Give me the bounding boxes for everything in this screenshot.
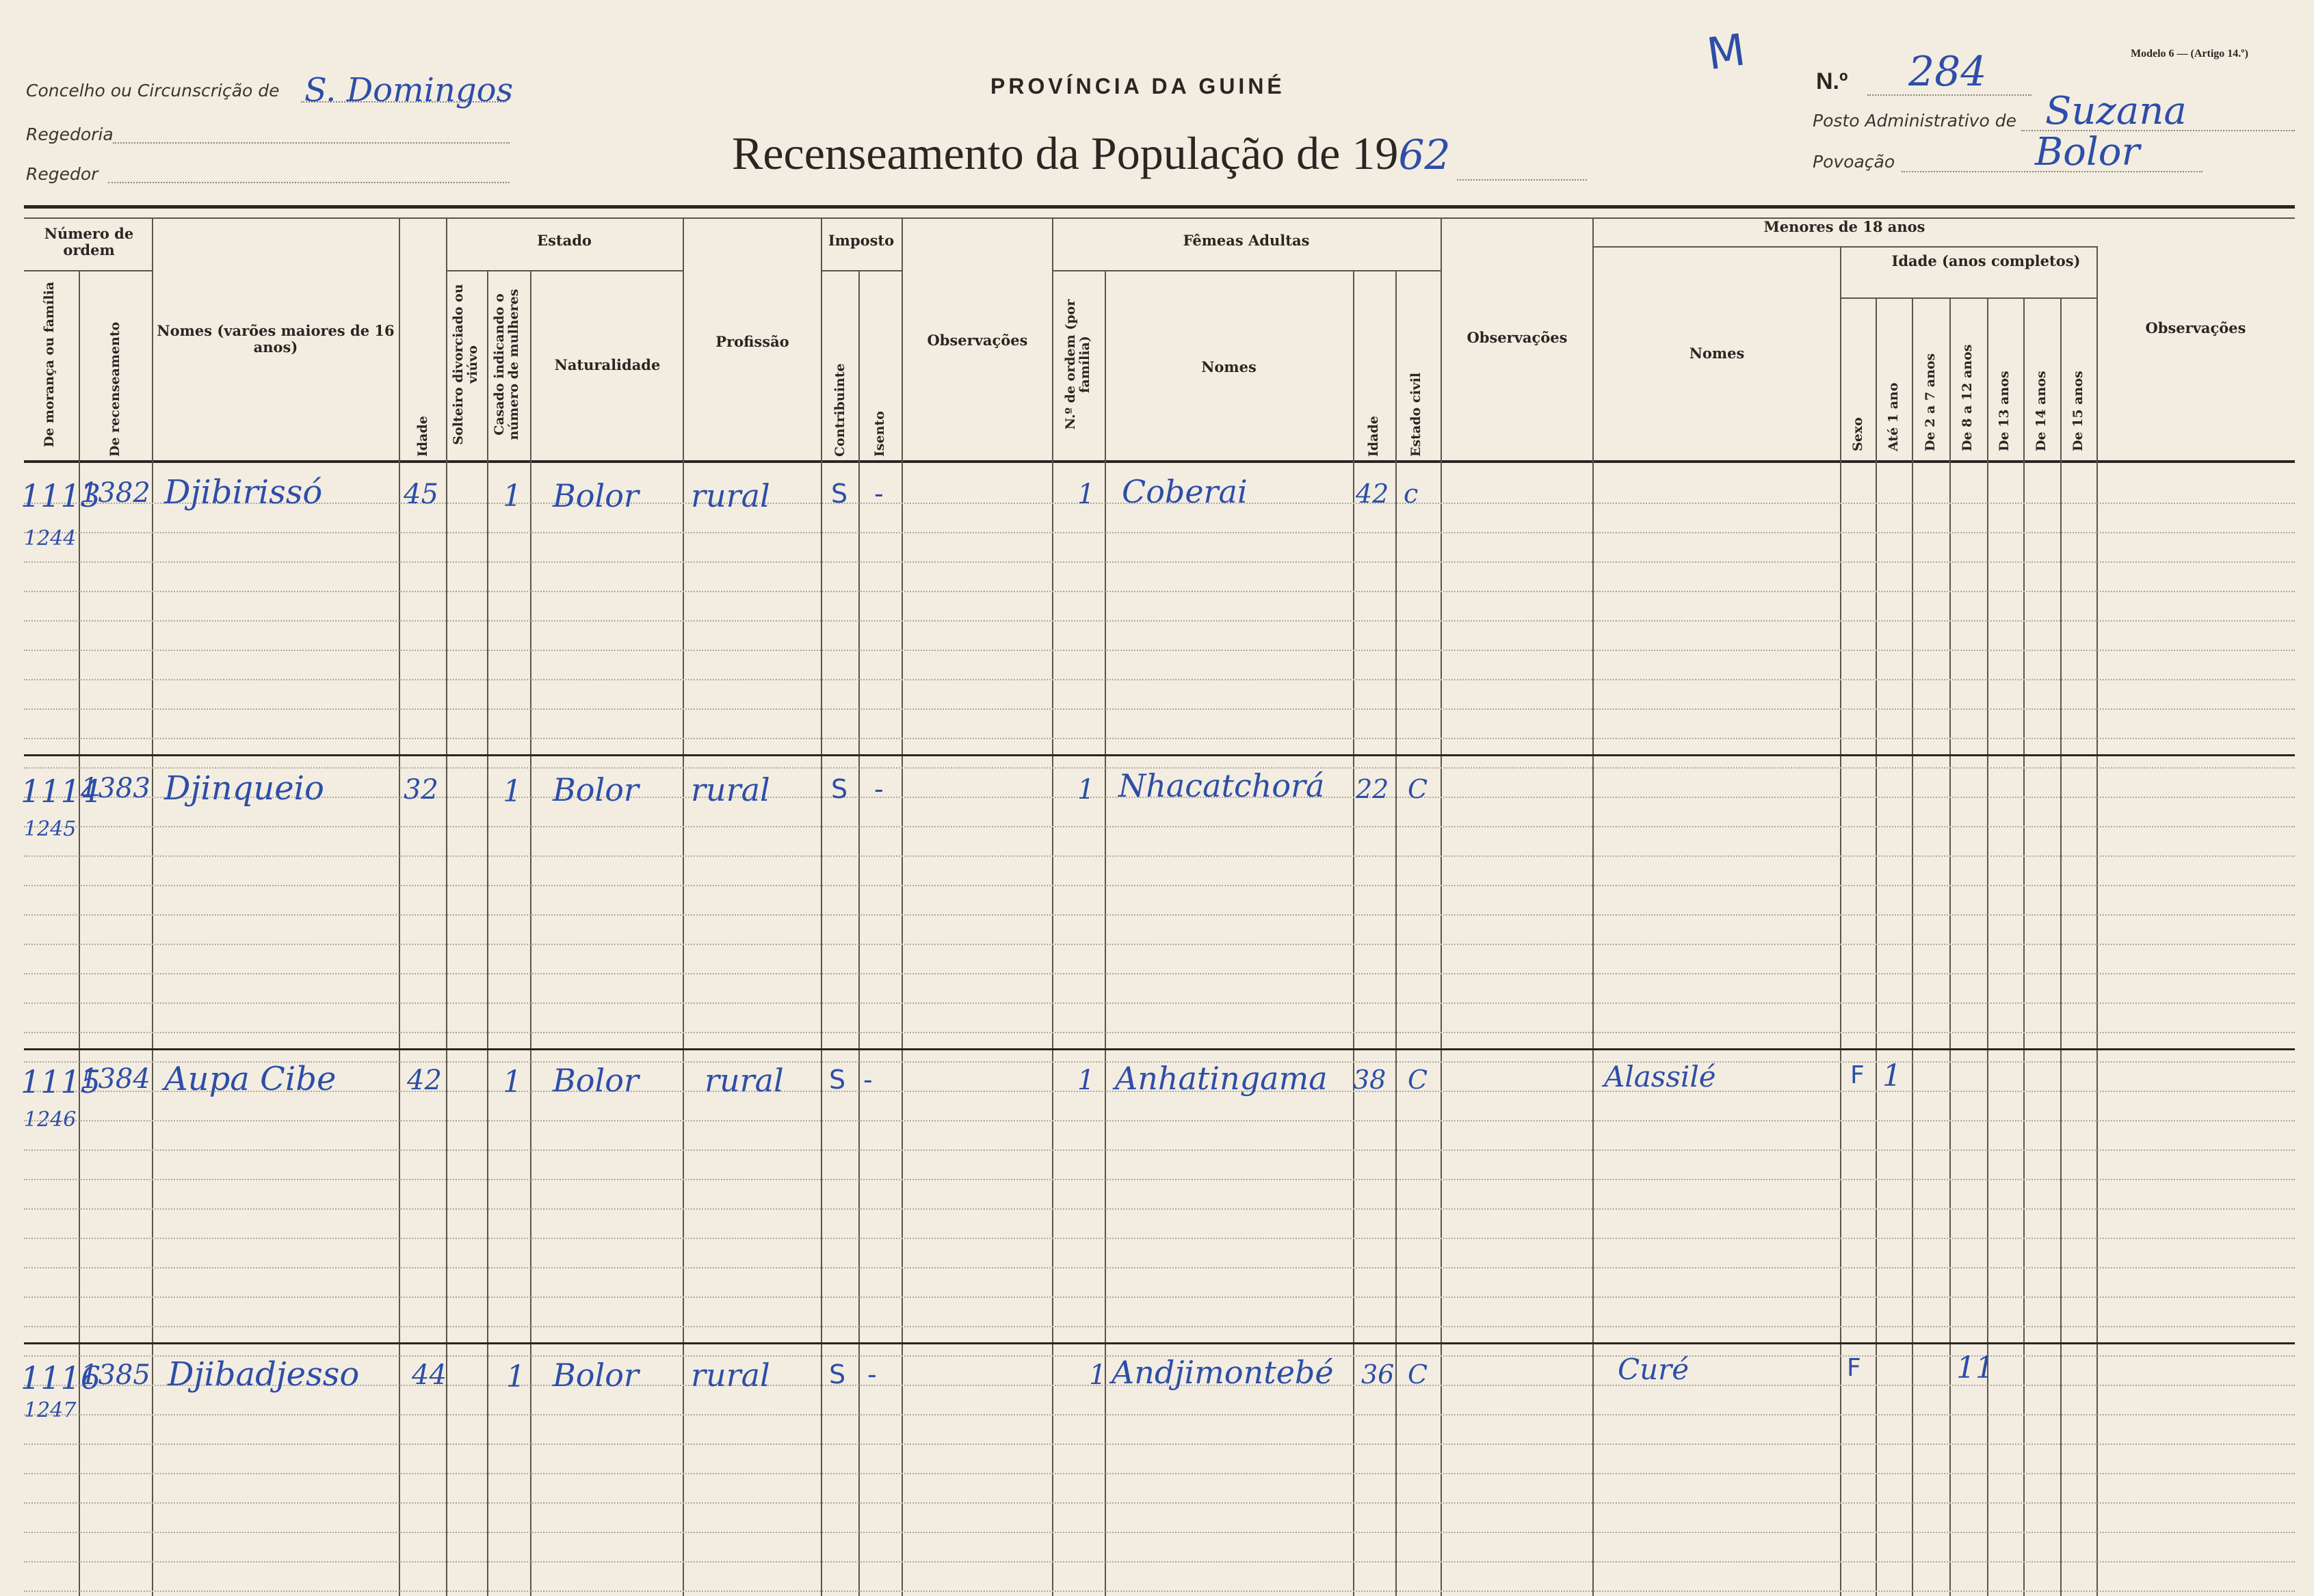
stamp-mark: M xyxy=(1704,25,1749,81)
header-solteiro: Solteiro divorciado ou viúvo xyxy=(451,284,480,445)
concelho-value: S. Domingos xyxy=(304,71,514,109)
header-14: De 14 anos xyxy=(2034,371,2049,451)
header-ate1: Até 1 ano xyxy=(1886,382,1901,451)
entry-m-sexo: F xyxy=(1850,1061,1865,1089)
ruled-line xyxy=(24,1326,2295,1327)
ruled-line xyxy=(24,532,2295,533)
entry-casado: 1 xyxy=(503,1065,522,1100)
entry-isento: - xyxy=(863,1065,873,1095)
entry-nome: Djinqueio xyxy=(164,769,324,808)
ruled-line xyxy=(24,885,2295,886)
entry-idade: 32 xyxy=(404,774,438,806)
ruled-line xyxy=(24,708,2295,710)
header-contribuinte: Contribuinte xyxy=(832,363,847,457)
ruled-line xyxy=(24,1149,2295,1151)
header-observacoes-2: Observações xyxy=(1467,329,1568,346)
entry-m-8a12: 11 xyxy=(1956,1351,1995,1385)
entry-moranca: 1113 xyxy=(21,477,101,514)
ruled-line xyxy=(24,620,2295,622)
header-15: De 15 anos xyxy=(2070,371,2086,451)
entry-contribuinte: S xyxy=(829,1065,846,1095)
entry-f-ordem: 1 xyxy=(1077,1065,1095,1096)
province-title: PROVÍNCIA DA GUINÉ xyxy=(990,74,1285,98)
header-casado: Casado indicando o número de mulheres xyxy=(492,289,521,440)
entry-moranca: 1114 xyxy=(21,773,101,810)
header-observacoes-1: Observações xyxy=(927,332,1028,349)
entry-nome: Djibirissó xyxy=(164,473,323,511)
header-recenseamento: De recenseamento xyxy=(107,321,122,457)
entry-f-idade: 38 xyxy=(1353,1065,1386,1095)
entry-m-nome: Alassilé xyxy=(1604,1060,1716,1093)
ruled-line xyxy=(24,855,2295,857)
entry-moranca: 1115 xyxy=(21,1063,101,1100)
ruled-line xyxy=(24,1208,2295,1210)
entry-profissao: rural xyxy=(691,477,770,514)
entry-f-ordem: 1 xyxy=(1089,1359,1107,1391)
entry-f-idade: 42 xyxy=(1356,479,1389,509)
entry-recenseamento: 1385 xyxy=(81,1359,150,1391)
entry-moranca-2: 1246 xyxy=(24,1108,77,1132)
ruled-line xyxy=(24,1267,2295,1268)
posto-label: Posto Administrativo de xyxy=(1813,111,2016,131)
posto-value: Suzana xyxy=(2045,89,2187,133)
census-year: 62 xyxy=(1398,131,1451,179)
entry-naturalidade: Bolor xyxy=(553,1357,639,1394)
header-f-idade: Idade xyxy=(1366,416,1381,457)
entry-f-estado: c xyxy=(1404,479,1419,509)
entry-f-nome: Coberai xyxy=(1122,473,1248,510)
ruled-line xyxy=(24,973,2295,974)
entry-contribuinte: S xyxy=(831,479,848,509)
entry-idade: 45 xyxy=(404,479,438,510)
ruled-line xyxy=(24,650,2295,651)
header-imposto: Imposto xyxy=(828,232,895,249)
header-ordem-familia: N.º de ordem (por família) xyxy=(1063,299,1092,430)
header-observacoes-3: Observações xyxy=(2145,319,2246,336)
entry-recenseamento: 1382 xyxy=(81,477,150,509)
header-13: De 13 anos xyxy=(1997,371,2012,451)
entry-moranca-2: 1244 xyxy=(24,527,77,550)
ruled-line xyxy=(24,1502,2295,1504)
header-idade-menores: Idade (anos completos) xyxy=(1891,252,2081,269)
povoacao-label: Povoação xyxy=(1813,152,1895,172)
header-numero-ordem: Número de ordem xyxy=(44,225,134,259)
entry-profissao: rural xyxy=(691,1357,770,1394)
entry-isento: - xyxy=(874,479,884,509)
entry-naturalidade: Bolor xyxy=(553,771,639,808)
header-sexo: Sexo xyxy=(1850,417,1865,451)
entry-nome: Djibadjesso xyxy=(168,1355,360,1394)
regedoria-label: Regedoria xyxy=(26,124,114,144)
entry-nome: Aupa Cibe xyxy=(164,1060,337,1098)
header-menores: Menores de 18 anos xyxy=(1763,218,1925,235)
census-title xyxy=(732,127,1451,181)
entry-f-ordem: 1 xyxy=(1077,479,1095,510)
header-profissao: Profissão xyxy=(715,333,789,350)
ruled-line xyxy=(24,679,2295,680)
entry-casado: 1 xyxy=(506,1359,525,1394)
numero-value: 284 xyxy=(1908,48,1987,96)
header-estado-civil: Estado civil xyxy=(1408,372,1423,457)
ruled-line xyxy=(24,1296,2295,1298)
entry-f-idade: 22 xyxy=(1356,774,1389,804)
header-femeas: Fêmeas Adultas xyxy=(1183,232,1310,249)
entry-f-nome: Nhacatchorá xyxy=(1118,767,1325,804)
header-idade: Idade xyxy=(415,416,430,457)
ruled-line xyxy=(24,561,2295,563)
ruled-line xyxy=(24,1179,2295,1180)
entry-m-ate1: 1 xyxy=(1882,1059,1902,1093)
entry-contribuinte: S xyxy=(829,1359,846,1389)
header-m-nomes: Nomes xyxy=(1689,345,1745,362)
concelho-label: Concelho ou Circunscrição de xyxy=(26,81,280,101)
ruled-line xyxy=(24,1414,2295,1415)
entry-profissao: rural xyxy=(705,1062,784,1099)
ruled-line xyxy=(24,591,2295,592)
entry-moranca-2: 1245 xyxy=(24,817,77,841)
header-moranca: De morança ou família xyxy=(42,281,57,448)
modelo-label: Modelo 6 — (Artigo 14.º) xyxy=(2131,48,2248,59)
ruled-line xyxy=(24,738,2295,739)
entry-casado: 1 xyxy=(503,479,522,514)
ruled-line xyxy=(24,1591,2295,1592)
header-8a12: De 8 a 12 anos xyxy=(1960,344,1975,451)
entry-f-nome: Andjimontebé xyxy=(1112,1354,1334,1391)
entry-contribuinte: S xyxy=(831,774,848,804)
entry-f-estado: C xyxy=(1408,1065,1428,1095)
ruled-line xyxy=(24,1473,2295,1474)
entry-recenseamento: 1384 xyxy=(81,1063,150,1095)
regedor-label: Regedor xyxy=(26,164,98,184)
entry-naturalidade: Bolor xyxy=(553,1062,639,1099)
ruled-line xyxy=(24,1120,2295,1121)
header-nomes-varoes: Nomes (varões maiores de 16 anos) xyxy=(157,322,395,356)
entry-f-estado: C xyxy=(1408,774,1428,804)
ruled-line xyxy=(24,1002,2295,1004)
entry-idade: 44 xyxy=(412,1359,447,1391)
census-title-text: Recenseamento da População de 19 xyxy=(732,127,1399,179)
entry-moranca-2: 1247 xyxy=(24,1398,77,1422)
povoacao-value: Bolor xyxy=(2035,130,2140,174)
entry-idade: 42 xyxy=(407,1065,442,1096)
entry-isento: - xyxy=(874,774,884,804)
header-f-nomes: Nomes xyxy=(1201,358,1257,375)
ruled-line xyxy=(24,826,2295,827)
entry-f-nome: Anhatingama xyxy=(1115,1060,1328,1097)
numero-label: N.º xyxy=(1816,68,1848,94)
ruled-line xyxy=(24,1238,2295,1239)
entry-profissao: rural xyxy=(691,771,770,808)
entry-casado: 1 xyxy=(503,774,522,809)
header-isento: Isento xyxy=(872,411,887,457)
ruled-line xyxy=(24,1444,2295,1445)
entry-f-idade: 36 xyxy=(1361,1359,1395,1389)
header-naturalidade: Naturalidade xyxy=(554,356,661,373)
ruled-line xyxy=(24,1032,2295,1033)
entry-recenseamento: 1383 xyxy=(81,773,150,804)
header-estado: Estado xyxy=(537,232,592,249)
entry-f-ordem: 1 xyxy=(1077,774,1095,806)
entry-m-nome: Curé xyxy=(1618,1353,1690,1386)
ruled-line xyxy=(24,914,2295,916)
entry-naturalidade: Bolor xyxy=(553,477,639,514)
entry-m-sexo: F xyxy=(1847,1354,1861,1382)
entry-f-estado: C xyxy=(1408,1359,1428,1389)
header-2a7: De 2 a 7 anos xyxy=(1923,353,1938,451)
ruled-line xyxy=(24,1561,2295,1562)
ruled-line xyxy=(24,944,2295,945)
ruled-line xyxy=(24,1532,2295,1533)
entry-moranca: 1116 xyxy=(21,1359,101,1396)
entry-isento: - xyxy=(867,1359,877,1389)
